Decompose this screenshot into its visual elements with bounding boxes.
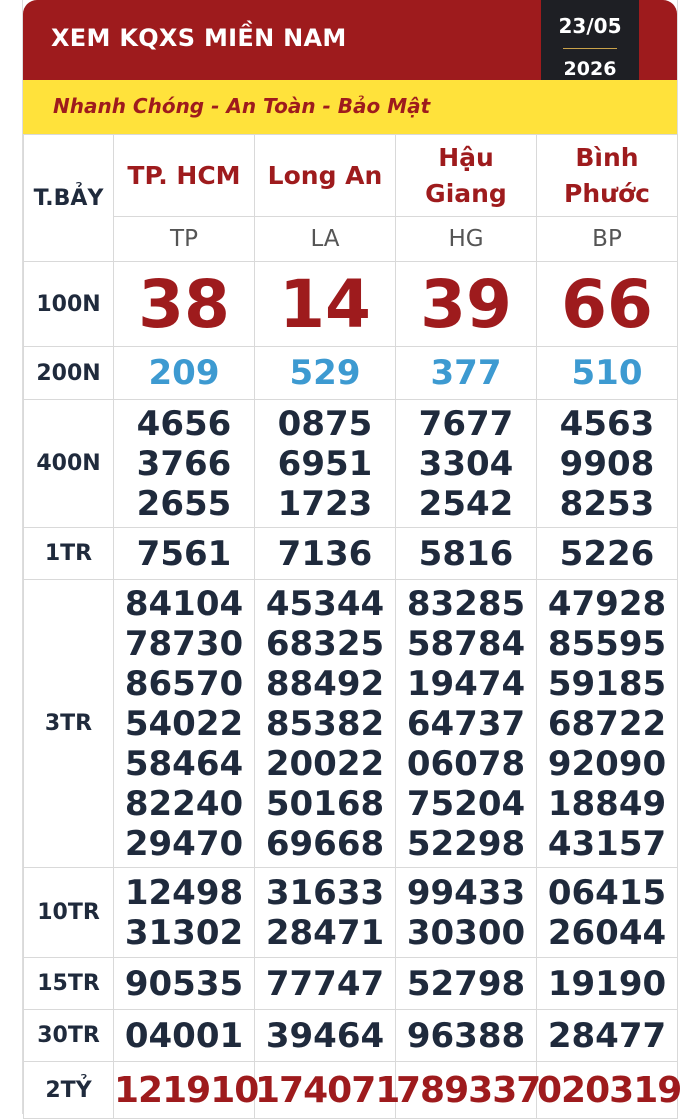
winning-number: 0875 [277,403,373,444]
winning-number: 20022 [265,743,385,784]
prize-cell [255,1010,396,1062]
prize-cell [255,262,396,347]
winning-number: 52298 [406,823,526,864]
winning-number: 529 [289,353,361,393]
winning-number: 19190 [547,963,667,1004]
winning-number: 377 [430,353,502,393]
prize-cell [114,262,255,347]
winning-number: 1723 [277,483,373,524]
winning-number: 82240 [124,783,244,824]
prize-cell [114,347,255,400]
prize-cell [537,528,678,580]
winning-number: 85595 [547,623,667,664]
prize-cell [114,528,255,580]
winning-number: 4563 [559,403,655,444]
prize-cell [255,958,396,1010]
winning-number: 31633 [265,872,385,913]
prize-cell [255,347,396,400]
winning-number: 26044 [547,912,667,953]
prize-row [24,580,678,868]
winning-number: 04001 [124,1015,244,1056]
prize-label: 10TR [24,868,114,958]
winning-number: 3766 [136,443,232,484]
province-code: BP [537,217,678,262]
prize-label: 1TR [24,528,114,580]
prize-cell [537,262,678,347]
winning-number: 7677 [418,403,514,444]
winning-number: 68722 [547,703,667,744]
winning-number: 14 [279,265,371,343]
prize-cell [255,400,396,528]
prize-cell [255,580,396,868]
prize-cell [114,958,255,1010]
winning-number: 96388 [406,1015,526,1056]
prize-cell [396,400,537,528]
winning-number: 45344 [265,583,385,624]
winning-number: 19474 [406,663,526,704]
winning-number: 12498 [124,872,244,913]
page-title: XEM KQXS MIỀN NAM [51,24,347,52]
winning-number: 99433 [406,872,526,913]
slogan-text: Nhanh Chóng - An Toàn - Bảo Mật [53,94,431,118]
winning-number: 84104 [124,583,244,624]
winning-number: 28477 [547,1015,667,1056]
winning-number: 7136 [277,533,373,574]
winning-number: 2542 [418,483,514,524]
winning-number: 59185 [547,663,667,704]
winning-number: 9908 [559,443,655,484]
winning-number: 58464 [124,743,244,784]
winning-number: 92090 [547,743,667,784]
day-label: T.BẢY [24,135,114,262]
winning-number: 88492 [265,663,385,704]
prize-cell [537,347,678,400]
winning-number: 86570 [124,663,244,704]
prize-cell [537,1010,678,1062]
date-day-month: 23/05 [558,14,622,38]
winning-number: 06078 [406,743,526,784]
winning-number: 020319 [537,1069,682,1111]
prize-cell [396,528,537,580]
winning-number: 78730 [124,623,244,664]
prize-label: 3TR [24,580,114,868]
winning-number: 29470 [124,823,244,864]
prize-cell [114,868,255,958]
province-name[interactable]: Long An [255,135,396,217]
prize-cell [396,868,537,958]
prize-row [24,347,678,400]
winning-number: 30300 [406,912,526,953]
date-year: 2026 [563,58,617,80]
prize-cell [537,958,678,1010]
prize-cell [537,580,678,868]
winning-number: 7561 [136,533,232,574]
winning-number: 5226 [559,533,655,574]
prize-label: 30TR [24,1010,114,1062]
winning-number: 31302 [124,912,244,953]
prize-cell [255,1062,400,1119]
winning-number: 47928 [547,583,667,624]
prize-row [24,1062,678,1119]
winning-number: 174071 [255,1069,400,1111]
winning-number: 209 [148,353,220,393]
winning-number: 66 [561,265,653,343]
prize-row [24,262,678,347]
province-name[interactable]: TP. HCM [114,135,255,217]
prize-cell [114,580,255,868]
prize-cell [396,958,537,1010]
winning-number: 54022 [124,703,244,744]
winning-number: 64737 [406,703,526,744]
winning-number: 68325 [265,623,385,664]
prize-label: 200N [24,347,114,400]
winning-number: 2655 [136,483,232,524]
winning-number: 121910 [114,1069,259,1111]
prize-row [24,400,678,528]
province-code: TP [114,217,255,262]
winning-number: 6951 [277,443,373,484]
winning-number: 90535 [124,963,244,1004]
prize-cell [114,400,255,528]
slogan-bar [23,80,677,134]
province-name-row [24,135,678,217]
winning-number: 50168 [265,783,385,824]
prize-label: 15TR [24,958,114,1010]
winning-number: 43157 [547,823,667,864]
prize-label: 2TỶ [24,1062,114,1119]
prize-cell [537,1062,682,1119]
prize-cell [396,580,537,868]
winning-number: 58784 [406,623,526,664]
winning-number: 83285 [406,583,526,624]
prize-row [24,868,678,958]
prize-cell [114,1062,259,1119]
prize-row [24,958,678,1010]
prize-cell [255,528,396,580]
winning-number: 3304 [418,443,514,484]
province-code: HG [396,217,537,262]
winning-number: 5816 [418,533,514,574]
winning-number: 28471 [265,912,385,953]
prize-cell [396,1062,541,1119]
province-code-row [24,217,678,262]
winning-number: 77747 [265,963,385,1004]
winning-number: 38 [138,265,230,343]
winning-number: 8253 [559,483,655,524]
prize-cell [114,1010,255,1062]
prize-cell [255,868,396,958]
winning-number: 69668 [265,823,385,864]
prize-cell [396,1010,537,1062]
prize-label: 100N [24,262,114,347]
winning-number: 75204 [406,783,526,824]
prize-cell [537,400,678,528]
winning-number: 510 [571,353,643,393]
winning-number: 52798 [406,963,526,1004]
winning-number: 06415 [547,872,667,913]
winning-number: 789337 [396,1069,541,1111]
winning-number: 18849 [547,783,667,824]
prize-row [24,528,678,580]
results-sheet [22,0,682,1114]
winning-number: 39 [420,265,512,343]
date-divider [563,48,617,49]
prize-label: 400N [24,400,114,528]
winning-number: 39464 [265,1015,385,1056]
results-table [23,134,682,1119]
province-name[interactable]: Bình Phước [537,135,678,217]
province-name[interactable]: Hậu Giang [396,135,537,217]
prize-row [24,1010,678,1062]
prize-cell [396,262,537,347]
prize-cell [396,347,537,400]
prize-cell [537,868,678,958]
province-code: LA [255,217,396,262]
winning-number: 4656 [136,403,232,444]
winning-number: 85382 [265,703,385,744]
